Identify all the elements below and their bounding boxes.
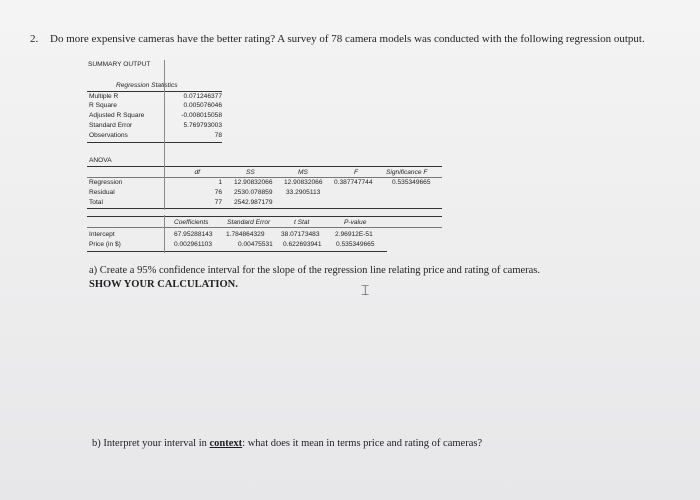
part-a-emphasis: SHOW YOUR CALCULATION.	[89, 279, 238, 290]
cell-border	[164, 155, 165, 210]
part-b-suffix: : what does it mean in terms price and rating of cameras?	[242, 438, 483, 449]
rule	[87, 166, 442, 167]
part-a-text: a) Create a 95% confidence interval for the slope of the regression line relating price and rating of cameras.	[89, 265, 541, 276]
anova-f: 0.387747744	[334, 179, 373, 186]
rule	[87, 208, 442, 209]
question-number: 2.	[30, 33, 39, 45]
part-b-prefix: b) Interpret your interval in	[92, 438, 210, 449]
stat-value: 0.005076046	[183, 102, 222, 109]
anova-ms: 12.90832066	[284, 179, 323, 186]
rule	[87, 142, 222, 143]
coef-p-value: 2.96912E-51	[335, 231, 373, 238]
anova-ss: 12.90832066	[234, 179, 273, 186]
coef-header-coefficients: Coefficients	[174, 219, 209, 226]
stat-label: Standard Error	[89, 122, 133, 129]
rule	[87, 227, 442, 228]
cell-border	[164, 215, 165, 253]
anova-header-f: F	[354, 169, 359, 176]
rule	[87, 251, 387, 252]
anova-df: 76	[214, 189, 222, 196]
stat-value: -0.008015058	[181, 112, 222, 119]
stat-label: Adjusted R Square	[89, 112, 145, 119]
coef-row-label: Price (in $)	[89, 241, 121, 248]
coef-value: 0.002961103	[174, 241, 213, 248]
regression-statistics-header: Regression Statistics	[116, 82, 178, 89]
coef-header-standard-error: Standard Error	[227, 219, 271, 226]
summary-output-title: SUMMARY OUTPUT	[88, 61, 151, 68]
part-b-context: context	[209, 438, 243, 449]
anova-row-label: Residual	[89, 189, 115, 196]
rule	[87, 216, 442, 217]
stat-label: Observations	[89, 132, 128, 139]
coef-header-p-value: P-value	[344, 219, 367, 226]
stat-value: 0.071246377	[183, 93, 222, 100]
stat-value: 5.769793003	[183, 122, 222, 129]
anova-header-ss: SS	[246, 169, 255, 176]
coef-p-value: 0.535349665	[336, 241, 375, 248]
anova-header-df: df	[194, 169, 200, 176]
stat-value: 78	[214, 132, 222, 139]
rule	[87, 177, 442, 178]
coef-t-stat: 0.622693941	[283, 241, 322, 248]
coef-header-t-stat: t Stat	[294, 219, 310, 226]
anova-ss: 2530.078859	[234, 189, 273, 196]
anova-sig: 0.535349665	[392, 179, 431, 186]
anova-ms: 33.2905113	[286, 189, 321, 196]
coef-value: 67.95288143	[174, 231, 213, 238]
stat-label: Multiple R	[89, 93, 119, 100]
coef-t-stat: 38.07173483	[281, 231, 320, 238]
coef-standard-error: 1.784864329	[226, 231, 265, 238]
part-b	[92, 437, 652, 451]
question-text: Do more expensive cameras have the better rating? A survey of 78 camera models was conducted with the following regression output.	[50, 33, 645, 45]
coef-standard-error: 0.00475531	[238, 241, 273, 248]
rule	[87, 91, 222, 92]
anova-ss: 2542.987179	[234, 199, 273, 206]
text-cursor-icon: ⌶	[361, 283, 370, 299]
anova-header-significance-f: Significance F	[386, 169, 428, 176]
anova-df: 77	[214, 199, 222, 206]
stat-label: R Square	[89, 102, 117, 109]
anova-row-label: Regression	[89, 179, 123, 186]
anova-df: 1	[218, 179, 222, 186]
anova-header-ms: MS	[298, 169, 308, 176]
anova-row-label: Total	[89, 199, 103, 206]
anova-title: ANOVA	[89, 157, 112, 164]
coef-row-label: Intercept	[89, 231, 115, 238]
